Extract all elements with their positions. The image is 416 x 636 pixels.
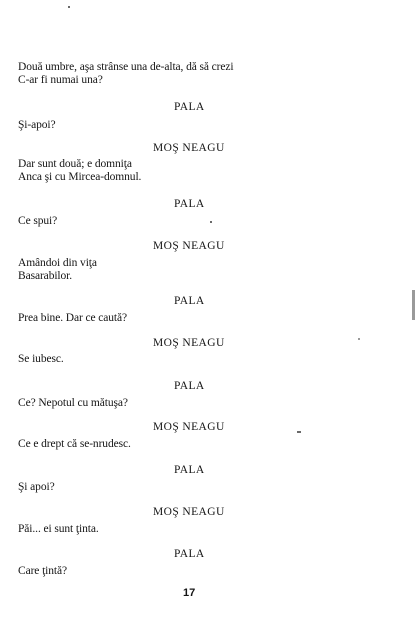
dialogue-line: Ce? Nepotul cu mătuşa? [18,397,128,409]
speaker-name: PALA [174,548,205,560]
dialogue-line: Şi-apoi? [18,119,56,131]
speaker-name: MOŞ NEAGU [153,337,225,349]
dialogue-line: Ce spui? [18,215,58,227]
dialogue-line: Păi... ei sunt ţinta. [18,523,99,535]
speaker-name: PALA [174,464,205,476]
scan-speck [297,431,301,433]
dialogue-line: Ce e drept că se-nrudesc. [18,438,131,450]
scan-speck [412,290,415,320]
speaker-name: MOŞ NEAGU [153,506,225,518]
scan-speck [210,221,212,223]
speaker-name: MOŞ NEAGU [153,240,225,252]
dialogue-line: Şi apoi? [18,481,55,493]
dialogue-line: Dar sunt două; e domniţa [18,158,132,170]
dialogue-line: C-ar fi numai una? [18,74,103,86]
speaker-name: MOŞ NEAGU [153,142,225,154]
page-number: 17 [183,587,196,599]
speaker-name: PALA [174,295,205,307]
speaker-name: PALA [174,101,205,113]
dialogue-line: Anca şi cu Mircea-domnul. [18,171,142,183]
dialogue-line: Basarabilor. [18,270,73,282]
dialogue-line: Se iubesc. [18,353,64,365]
speaker-name: PALA [174,198,205,210]
dialogue-line: Două umbre, aşa strânse una de-alta, dă să crezi [18,61,234,73]
dialogue-line: Prea bine. Dar ce caută? [18,312,128,324]
scan-speck [358,338,360,340]
scan-speck [68,6,70,8]
dialogue-line: Care ţintă? [18,565,68,577]
speaker-name: MOŞ NEAGU [153,421,225,433]
dialogue-line: Amândoi din viţa [18,257,97,269]
speaker-name: PALA [174,380,205,392]
